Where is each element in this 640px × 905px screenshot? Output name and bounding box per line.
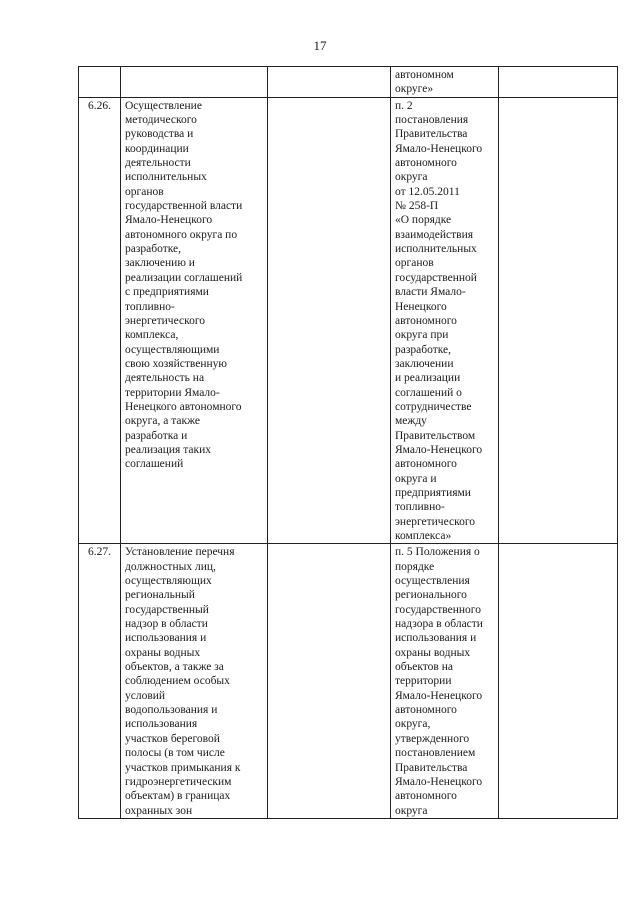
text-line: объектов, а также за — [125, 661, 224, 674]
text-line: и реализации — [395, 372, 461, 385]
legal-basis-cell — [391, 97, 499, 544]
text-line: объектам) в границах — [125, 790, 231, 803]
text-line: осуществляющими — [125, 343, 220, 356]
text-line: разработке, — [395, 343, 452, 356]
text-line: использования — [125, 718, 198, 731]
text-line: органов — [125, 185, 164, 198]
table-row — [79, 544, 618, 819]
text-line: соблюдением особых — [125, 675, 230, 688]
text-line: Осуществление — [125, 99, 202, 112]
legal-basis-cell — [391, 544, 499, 819]
text-line: власти Ямало- — [395, 286, 466, 299]
text-line: органов — [395, 257, 434, 270]
text-line: должностных лиц, — [125, 560, 216, 573]
document-table — [78, 66, 618, 819]
activity-cell — [121, 67, 268, 98]
text-line: автономного — [395, 157, 457, 170]
text-line: разработке, — [125, 243, 182, 256]
empty-cell — [499, 544, 618, 819]
text-line: руководства и — [125, 128, 194, 141]
text-line: округа и — [395, 472, 437, 485]
text-line: деятельности — [125, 157, 191, 170]
text-line: реализации соглашений — [125, 271, 243, 284]
text-line: использования и — [125, 632, 207, 645]
text-line: соглашений о — [395, 386, 462, 399]
legal-basis-cell — [391, 67, 499, 98]
text-line: топливно- — [125, 300, 175, 313]
text-line: утвержденного — [395, 732, 470, 745]
text-line: постановлением — [395, 747, 476, 760]
text-line: энергетического — [125, 314, 206, 327]
text-line: надзора в области — [395, 618, 483, 631]
text-line: сотрудничестве — [395, 400, 472, 413]
table-row — [79, 97, 618, 544]
text-line: разработка и — [125, 429, 188, 442]
text-line: заключению и — [125, 257, 195, 270]
text-line: осуществляющих — [125, 575, 212, 588]
text-line: гидроэнергетическим — [125, 775, 232, 788]
text-line: предприятиями — [395, 486, 471, 499]
text-line: координации — [125, 142, 189, 155]
text-line: округа при — [395, 329, 449, 342]
text-line: Ямало-Ненецкого — [395, 689, 483, 702]
item-number-cell: 6.26. — [79, 97, 121, 544]
text-line: объектов на — [395, 661, 453, 674]
text-line: автономного — [395, 790, 457, 803]
text-line: п. 2 — [395, 99, 413, 112]
text-line: от 12.05.2011 — [395, 185, 460, 198]
text-line: исполнительных — [395, 243, 477, 256]
empty-cell — [499, 67, 618, 98]
text-line: заключении — [395, 357, 454, 370]
text-line: государственного — [395, 603, 481, 616]
text-line: энергетического — [395, 515, 476, 528]
text-line: свою хозяйственную — [125, 357, 227, 370]
text-line: взаимодействия — [395, 228, 474, 241]
text-line: осуществления — [395, 575, 470, 588]
text-line: охраны водных — [125, 646, 201, 659]
text-line: Ямало-Ненецкого — [395, 142, 483, 155]
page-number: 17 — [313, 38, 327, 53]
table-row — [79, 67, 618, 98]
text-line: комплекса, — [125, 329, 179, 342]
text-line: охраны водных — [395, 646, 471, 659]
text-line: водопользования и — [125, 704, 218, 717]
text-line: комплекса» — [395, 530, 452, 542]
text-line: постановления — [395, 114, 469, 127]
text-line: методического — [125, 114, 197, 127]
text-line: № 258-П — [395, 200, 439, 213]
text-line: государственной власти — [125, 200, 243, 213]
text-line: Правительством — [395, 429, 476, 442]
text-line: Правительства — [395, 761, 468, 774]
text-line: государственной — [395, 271, 477, 284]
text-line: реализация таких — [125, 443, 211, 456]
text-line: автономного — [395, 704, 457, 717]
text-line: п. 5 Положения о — [395, 546, 480, 559]
text-line: Ненецкого — [395, 300, 447, 313]
text-line: автономного — [395, 458, 457, 471]
activity-cell — [121, 544, 268, 819]
text-line: использования и — [395, 632, 477, 645]
text-line: с предприятиями — [125, 286, 209, 299]
text-line: «О порядке — [395, 214, 452, 227]
empty-cell — [268, 97, 391, 544]
text-line: исполнительных — [125, 171, 207, 184]
text-line: надзор в области — [125, 618, 208, 631]
item-number-cell — [79, 67, 121, 98]
text-line: соглашений — [125, 458, 184, 471]
text-line: автономном — [395, 69, 454, 81]
text-line: Ненецкого автономного — [125, 400, 242, 413]
text-line: регионального — [395, 589, 467, 602]
text-line: Ямало-Ненецкого — [395, 443, 483, 456]
text-line: государственный — [125, 603, 209, 616]
text-line: округе» — [395, 83, 434, 96]
text-line: участков береговой — [125, 732, 220, 745]
text-line: территории — [395, 675, 452, 688]
text-line: Ямало-Ненецкого — [125, 214, 213, 227]
text-line: охранных зон — [125, 804, 193, 817]
text-line: деятельность на — [125, 372, 205, 385]
text-line: полосы (в том числе — [125, 747, 225, 760]
empty-cell — [268, 67, 391, 98]
activity-cell — [121, 97, 268, 544]
text-line: автономного округа по — [125, 228, 238, 241]
text-line: порядке — [395, 560, 435, 573]
text-line: округа, — [395, 718, 431, 731]
text-line: автономного — [395, 314, 457, 327]
text-line: территории Ямало- — [125, 386, 220, 399]
text-line: Установление перечня — [125, 546, 235, 559]
text-line: Правительства — [395, 128, 468, 141]
empty-cell — [499, 97, 618, 544]
empty-cell — [268, 544, 391, 819]
text-line: округа — [395, 804, 428, 817]
text-line: округа — [395, 171, 428, 184]
text-line: Ямало-Ненецкого — [395, 775, 483, 788]
text-line: участков примыкания к — [125, 761, 241, 774]
text-line: топливно- — [395, 501, 445, 514]
text-line: региональный — [125, 589, 195, 602]
text-line: округа, а также — [125, 415, 200, 428]
item-number-cell: 6.27. — [79, 544, 121, 819]
text-line: условий — [125, 689, 166, 702]
text-line: между — [395, 415, 427, 428]
